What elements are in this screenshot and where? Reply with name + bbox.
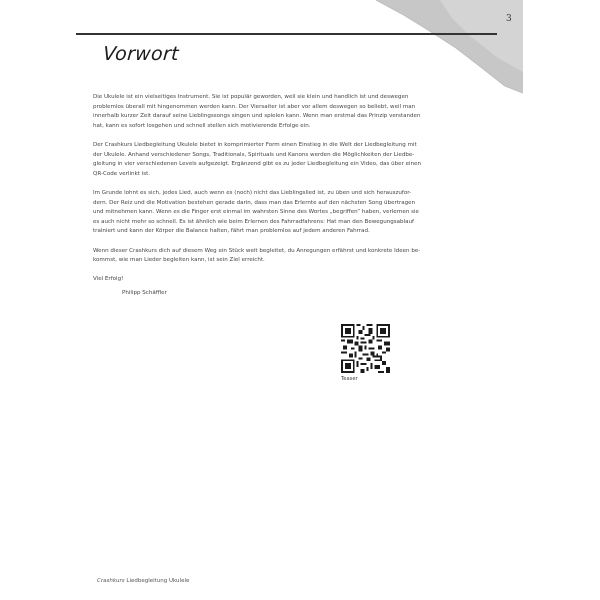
paragraph [93,275,449,285]
text-line: Die Ukulele ist ein vielseitiges Instrument. Sie ist populär geworden, weil sie klein und handlich ist und deswegen [93,94,409,100]
text-line: es auch nicht mehr so schnell. Es ist ähnlich wie beim Erlernen des Fahrradfahrens: Hat man den Bewegungsablauf [93,218,414,225]
text-line: innerhalb kurzer Zeit darauf seine Lieblingssongs singen und spielen kann. Wenn man erstmal das Prinzip verstanden [93,113,421,120]
foreword-body [93,93,449,294]
footer-book-title [97,578,189,584]
footer-title-rest: Liedbegleitung Ukulele [124,578,190,584]
paragraph [93,247,449,266]
author-signature: Philipp Schäffler [122,290,167,296]
text-line: Der Crashkurs Liedbegleitung Ukulele bietet in komprimierter Form einen Einstieg in die Welt der Liedbegleitung mit [93,141,417,148]
text-line: trainiert und kann der Körper die Balance halten, fährt man problemlos auf jedem anderen Fahrrad. [93,228,370,235]
footer-title-italic: Crashkurs [97,578,125,584]
text-line: Im Grunde lohnt es sich, jedes Lied, auch wenn es (noch) nicht das Lieblingslied ist, zu üben und sich herauszufor- [93,189,412,196]
paragraph [93,93,449,131]
paragraph [93,141,449,179]
text-line: problemlos überall mit hingenommen werden kann. Der Viersaiter ist aber vor allem deswegen so beliebt, weil man [93,103,416,110]
text-line: Wenn dieser Crashkurs dich auf diesem Weg ein Stück weit begleitet, du Anregungen erfährst und konkrete Ideen be- [93,247,421,254]
header-rule [76,33,497,35]
text-line: und mitnehmen kann. Wenn es die Finger erst einmal im wahrsten Sinne des Wortes „begriffen“ haben, verlernen sie [93,209,419,216]
text-line: gleitung in vier verschiedenen Levels aufgezeigt. Ergänzend gibt es zu jeder Liedbegleitung ein Video, das über einen [93,161,422,168]
text-line: QR-Code verlinkt ist. [93,170,151,177]
page-number: 3 [506,14,512,24]
page-title: Vorwort [102,43,180,65]
qr-code[interactable] [341,324,390,373]
text-line: Viel Erfolg! [93,276,124,283]
paragraph [93,189,449,237]
text-line: kommst, wie man Lieder begleiten kann, ist sein Ziel erreicht. [93,257,265,264]
text-line: der Ukulele. Anhand verschiedener Songs, Traditionals, Spirituals und Kanons werden die Möglichkeiten der Liedbe- [93,151,415,158]
text-line: hat, kann es sofort losgehen und schnell stellen sich motivierende Erfolge ein. [93,122,311,129]
text-line: dern. Der Reiz und die Motivation bestehen gerade darin, dass man das Erlernte auf den nächsten Song übertragen [93,199,416,206]
qr-caption: Teaser [341,376,358,382]
